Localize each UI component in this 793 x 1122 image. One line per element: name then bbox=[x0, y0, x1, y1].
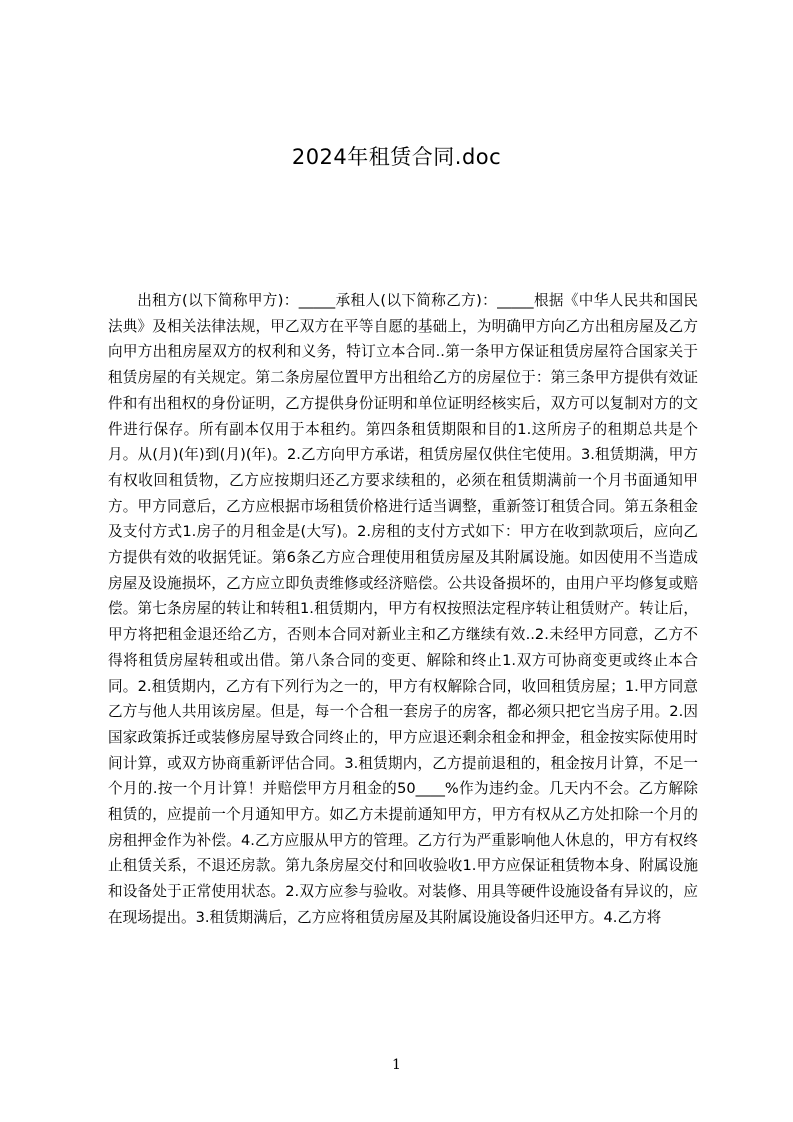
page-number: 1 bbox=[392, 1057, 401, 1073]
document-title: 2024年租赁合同.doc bbox=[291, 145, 502, 169]
contract-body-paragraph: 出租方(以下简称甲方)：_____承租人(以下简称乙方)：_____根据《中华人民共和国民法典》及相关法律法规，甲乙双方在平等自愿的基础上，为明确甲方向乙方出租房屋及乙方向甲方出租房屋双方的权利和义务，特订立本合同..第一条甲方保证租赁房屋符合国家关于租赁房屋的有关规定。第二条房屋位置甲方出租给乙方的房屋位于：第三条甲方提供有效证件和有出租权的身份证明，乙方提供身份证明和单位证明经核实后，双方可以复制对方的文件进行保存。所有副本仅用于本租约。第四条租赁期限和目的1.这所房子的租期总共是个月。从(月)(年)到(月)(年)。2.乙方向甲方承诺，租赁房屋仅供住宅使用。3.租赁期满，甲方有权收回租赁物，乙方应按期归还乙方要求续租的，必须在租赁期满前一个月书面通知甲方。甲方同意后，乙方应根据市场租赁价格进行适当调整，重新签订租赁合同。第五条租金及支付方式1.房子的月租金是(大写)。2.房租的支付方式如下：甲方在收到款项后，应向乙方提供有效的收据凭证。第6条乙方应合理使用租赁房屋及其附属设施。如因使用不当造成房屋及设施损坏，乙方应立即负责维修或经济赔偿。公共设备损坏的，由用户平均修复或赔偿。第七条房屋的转让和转租1.租赁期内，甲方有权按照法定程序转让租赁财产。转让后，甲方将把租金退还给乙方，否则本合同对新业主和乙方继续有效..2.未经甲方同意，乙方不得将租赁房屋转租或出借。第八条合同的变更、解除和终止1.双方可协商变更或终止本合同。2.租赁期内，乙方有下列行为之一的，甲方有权解除合同，收回租赁房屋；1.甲方同意乙方与他人共用该房屋。但是，每一个合租一套房子的房客，都必须只把它当房子用。2.因国家政策拆迁或装修房屋导致合同终止的，甲方应退还剩余租金和押金，租金按实际使用时间计算，或双方协商重新评估合同。3.租赁期内，乙方提前退租的，租金按月计算，不足一个月的.按一个月计算！并赔偿甲方月租金的50____%作为违约金。几天内不会。乙方解除租赁的，应提前一个月通知甲方。如乙方未提前通知甲方，甲方有权从乙方处扣除一个月的房租押金作为补偿。4.乙方应服从甲方的管理。乙方行为严重影响他人休息的，甲方有权终止租赁关系，不退还房款。第九条房屋交付和回收验收1.甲方应保证租赁物本身、附属设施和设备处于正常使用状态。2.双方应参与验收。对装修、用具等硬件设施设备有异议的，应在现场提出。3.租赁期满后，乙方应将租赁房屋及其附属设施设备归还甲方。4.乙方将 bbox=[108, 292, 698, 926]
